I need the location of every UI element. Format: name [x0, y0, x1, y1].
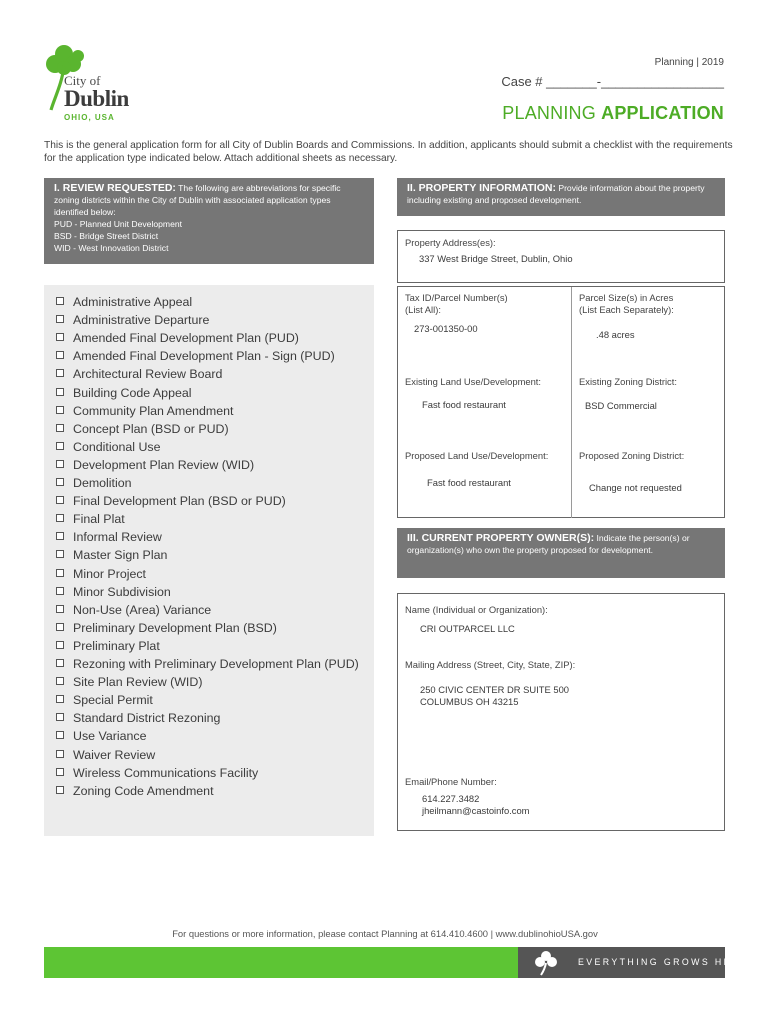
abbrev-bsd: BSD - Bridge Street District	[54, 231, 159, 241]
checklist-item-label: Master Sign Plan	[73, 548, 168, 563]
phone-value[interactable]: 614.227.3482	[422, 793, 480, 804]
checklist-item[interactable]	[56, 530, 162, 544]
checkbox-icon[interactable]	[56, 605, 64, 613]
owner-name-label: Name (Individual or Organization):	[405, 604, 548, 615]
checkbox-icon[interactable]	[56, 514, 64, 522]
checkbox-icon[interactable]	[56, 713, 64, 721]
checklist-item-label: Zoning Code Amendment	[73, 783, 214, 798]
intro-text: This is the general application form for all City of Dublin Boards and Commissions. In addition, applicants should submit a checklist with the requirements for the application type indicated below. Attach additional sheets as necessary.	[44, 140, 733, 164]
checklist-item[interactable]	[56, 512, 125, 526]
existing-use-value[interactable]: Fast food restaurant	[422, 399, 506, 410]
checkbox-icon[interactable]	[56, 315, 64, 323]
checklist-item[interactable]	[56, 748, 155, 762]
proposed-use-value[interactable]: Fast food restaurant	[427, 477, 511, 488]
checklist-item-label: Concept Plan (BSD or PUD)	[73, 421, 229, 436]
checklist-item[interactable]	[56, 440, 160, 454]
checkbox-icon[interactable]	[56, 750, 64, 758]
checkbox-icon[interactable]	[56, 768, 64, 776]
checklist-item[interactable]	[56, 422, 229, 436]
existing-use-label: Existing Land Use/Development:	[405, 376, 542, 387]
checklist-item-label: Non-Use (Area) Variance	[73, 602, 212, 617]
footer-shamrock-icon	[533, 950, 559, 976]
checklist-item[interactable]	[56, 458, 254, 472]
checkbox-icon[interactable]	[56, 731, 64, 739]
checklist-item-label: Wireless Communications Facility	[73, 765, 259, 780]
checklist-item[interactable]	[56, 349, 335, 363]
contact-label: Email/Phone Number:	[405, 776, 497, 787]
checkbox-icon[interactable]	[56, 351, 64, 359]
checkbox-icon[interactable]	[56, 587, 64, 595]
section-owner-header	[397, 528, 725, 578]
checklist-item[interactable]	[56, 295, 192, 309]
checklist-item[interactable]	[56, 476, 132, 490]
mailing-address-line2[interactable]: COLUMBUS OH 43215	[420, 696, 519, 707]
review-type-checklist	[44, 285, 374, 836]
existing-zoning-label: Existing Zoning District:	[579, 376, 677, 387]
checklist-item-label: Minor Subdivision	[73, 584, 171, 599]
checklist-item[interactable]	[56, 386, 192, 400]
checklist-item[interactable]	[56, 675, 202, 689]
checklist-item-label: Architectural Review Board	[73, 367, 223, 382]
checklist-item-label: Community Plan Amendment	[73, 403, 234, 418]
checklist-item[interactable]	[56, 784, 214, 798]
checklist-item-label: Amended Final Development Plan - Sign (PUD)	[73, 349, 335, 364]
checkbox-icon[interactable]	[56, 297, 64, 305]
checkbox-icon[interactable]	[56, 623, 64, 631]
checkbox-icon[interactable]	[56, 786, 64, 794]
checklist-item-label: Special Permit	[73, 693, 153, 708]
checklist-item[interactable]	[56, 766, 258, 780]
logo-dublin: Dublin	[64, 86, 129, 111]
parcel-number-label-2: (List All):	[405, 304, 441, 315]
checklist-item-label: Site Plan Review (WID)	[73, 675, 203, 690]
footer-contact: For questions or more information, please contact Planning at 614.410.4600 | www.dublinohioUSA.gov	[172, 928, 598, 939]
case-number-field[interactable]: Case # _______-_________________	[501, 74, 724, 89]
checklist-item-label: Minor Project	[73, 566, 146, 581]
checklist-item[interactable]	[56, 331, 299, 345]
proposed-zoning-value[interactable]: Change not requested	[589, 482, 682, 493]
checkbox-icon[interactable]	[56, 442, 64, 450]
checklist-item[interactable]	[56, 693, 153, 707]
proposed-zoning-label: Proposed Zoning District:	[579, 450, 685, 461]
checklist-item[interactable]	[56, 603, 211, 617]
checklist-item-label: Final Plat	[73, 512, 125, 527]
checkbox-icon[interactable]	[56, 532, 64, 540]
checklist-item-label: Preliminary Plat	[73, 638, 160, 653]
checkbox-icon[interactable]	[56, 369, 64, 377]
logo-ohio-usa: OHIO, USA	[64, 113, 115, 122]
checklist-item[interactable]	[56, 404, 233, 418]
checkbox-icon[interactable]	[56, 424, 64, 432]
section3-desc: Indicate the person(s) or organization(s) who own the property proposed for development.	[407, 533, 690, 555]
section2-desc: Provide information about the property including existing and proposed development.	[407, 183, 705, 205]
checklist-item[interactable]	[56, 711, 220, 725]
abbrev-pud: PUD - Planned Unit Development	[54, 219, 183, 229]
checkbox-icon[interactable]	[56, 406, 64, 414]
section3-heading: III. CURRENT PROPERTY OWNER(S):	[407, 532, 595, 544]
checklist-item-label: Use Variance	[73, 729, 147, 744]
section2-heading: II. PROPERTY INFORMATION:	[407, 182, 556, 194]
owner-name-value[interactable]: CRI OUTPARCEL LLC	[420, 623, 515, 634]
owner-details-box	[397, 593, 725, 831]
checkbox-icon[interactable]	[56, 496, 64, 504]
mailing-address-label: Mailing Address (Street, City, State, ZIP):	[405, 659, 576, 670]
email-value[interactable]: jheilmann@castoinfo.com	[422, 805, 530, 816]
property-details-box	[397, 286, 725, 518]
parcel-size-label-2: (List Each Separately):	[579, 304, 674, 315]
checklist-item-label: Demolition	[73, 476, 132, 490]
checklist-item[interactable]	[56, 621, 277, 635]
checkbox-icon[interactable]	[56, 695, 64, 703]
parcel-size-value[interactable]: .48 acres	[596, 329, 635, 340]
checklist-item-label: Administrative Appeal	[73, 295, 193, 309]
mailing-address-line1[interactable]: 250 CIVIC CENTER DR SUITE 500	[420, 684, 570, 695]
property-address-value: 337 West Bridge Street, Dublin, Ohio	[419, 253, 573, 264]
checklist-item-label: Rezoning with Preliminary Development Plan (PUD)	[73, 657, 359, 671]
checkbox-icon[interactable]	[56, 460, 64, 468]
parcel-size-label-1: Parcel Size(s) in Acres	[579, 292, 674, 303]
checklist-item-label: Informal Review	[73, 530, 162, 545]
checkbox-icon[interactable]	[56, 641, 64, 649]
property-address-box[interactable]	[397, 230, 725, 283]
parcel-number-value[interactable]: 273-001350-00	[414, 323, 478, 334]
section-review-requested-header	[44, 178, 374, 264]
footer-tagline: EVERYTHING GROWS HERE.	[578, 957, 754, 967]
section1-heading: I. REVIEW REQUESTED:	[54, 182, 176, 194]
checklist-item[interactable]	[56, 657, 359, 671]
planning-year: Planning | 2019	[654, 57, 724, 68]
checkbox-icon[interactable]	[56, 333, 64, 341]
checklist-item-label: Development Plan Review (WID)	[73, 457, 255, 472]
property-address-label: Property Address(es):	[405, 237, 496, 248]
checklist-item[interactable]	[56, 313, 209, 327]
existing-zoning-value[interactable]: BSD Commercial	[585, 400, 657, 411]
checklist-item-label: Building Code Appeal	[73, 385, 192, 400]
checklist-item[interactable]	[56, 567, 146, 581]
checkbox-icon[interactable]	[56, 659, 64, 667]
section1-desc: The following are abbreviations for specific zoning districts within the City of Dublin with associated application types identified below:	[54, 183, 341, 217]
section-property-info-header	[397, 178, 725, 216]
checklist-item[interactable]	[56, 548, 167, 562]
checklist-item[interactable]	[56, 367, 222, 381]
checklist-item-label: Preliminary Development Plan (BSD)	[73, 620, 277, 635]
checklist-item-label: Waiver Review	[73, 747, 156, 762]
checkbox-icon[interactable]	[56, 550, 64, 558]
checklist-item[interactable]	[56, 585, 171, 599]
checkbox-icon[interactable]	[56, 569, 64, 577]
checklist-item-label: Standard District Rezoning	[73, 711, 221, 726]
checkbox-icon[interactable]	[56, 478, 64, 486]
checklist-item[interactable]	[56, 729, 146, 743]
checklist-item-label: Conditional Use	[73, 439, 161, 454]
title-bold: APPLICATION	[601, 103, 724, 123]
checklist-item-label: Final Development Plan (BSD or PUD)	[73, 494, 286, 509]
logo-city-of: City of	[64, 73, 101, 88]
property-details-divider	[571, 287, 572, 518]
title-light: PLANNING	[502, 103, 602, 123]
checkbox-icon[interactable]	[56, 677, 64, 685]
parcel-number-label-1: Tax ID/Parcel Number(s)	[405, 292, 508, 303]
checkbox-icon[interactable]	[56, 388, 64, 396]
checklist-item-label: Administrative Departure	[73, 313, 210, 328]
checklist-item[interactable]	[56, 639, 160, 653]
proposed-use-label: Proposed Land Use/Development:	[405, 450, 549, 461]
checklist-item[interactable]	[56, 494, 286, 508]
page-title	[502, 103, 724, 124]
abbrev-wid: WID - West Innovation District	[54, 243, 169, 253]
checklist-item-label: Amended Final Development Plan (PUD)	[73, 331, 299, 346]
